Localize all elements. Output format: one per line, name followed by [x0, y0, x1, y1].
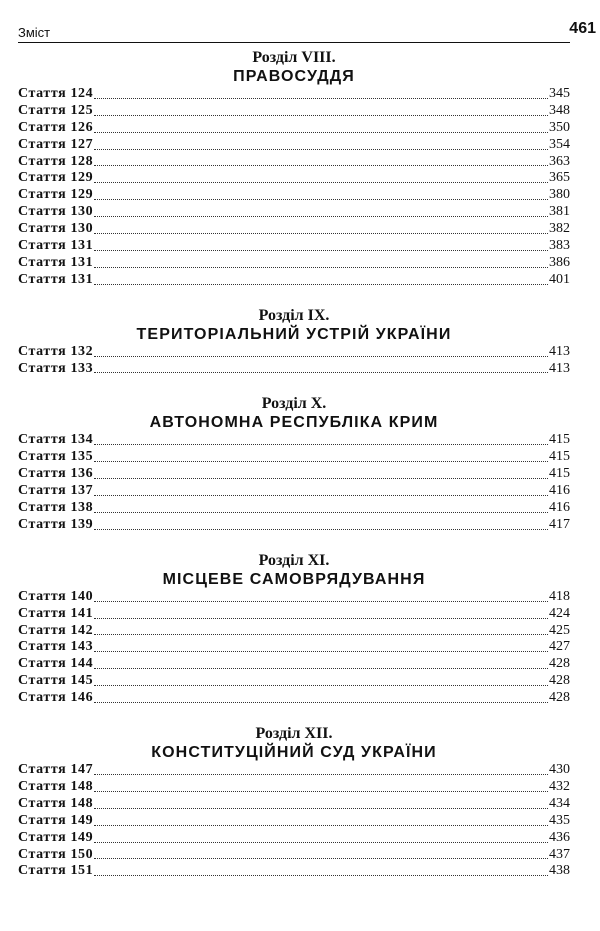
toc-entry-label: Стаття 139: [18, 516, 94, 532]
dot-leader: [94, 181, 548, 183]
toc-entry[interactable]: [18, 432, 570, 449]
toc-entry-label: Стаття 132: [18, 343, 94, 359]
dot-leader: [94, 198, 548, 200]
toc-entry[interactable]: [18, 86, 570, 103]
toc-entry-page: 432: [549, 778, 570, 794]
section-number: Розділ VIII.: [252, 49, 336, 66]
toc-entry-label: Стаття 129: [18, 187, 94, 203]
toc-entry-page: 365: [549, 170, 570, 186]
toc-entry[interactable]: [18, 673, 570, 690]
toc-entry-label: Стаття 151: [18, 863, 94, 879]
toc-entry-page: 350: [549, 119, 570, 135]
toc-entry-page: 428: [549, 673, 570, 689]
dot-leader: [94, 857, 548, 859]
toc-entry-label: Стаття 144: [18, 656, 94, 672]
toc-entry-label: Стаття 149: [18, 812, 94, 828]
toc-entry-label: Стаття 131: [18, 254, 94, 270]
toc-entry-list: [18, 86, 570, 289]
dot-leader: [94, 443, 548, 445]
toc-entry[interactable]: [18, 623, 570, 640]
section-heading: [18, 551, 570, 589]
toc-entry-page: 436: [549, 829, 570, 845]
dot-leader: [94, 215, 548, 217]
toc-entry[interactable]: [18, 813, 570, 830]
toc-entry-label: Стаття 126: [18, 119, 94, 135]
dot-leader: [94, 617, 548, 619]
section-title: МІСЦЕВЕ САМОВРЯДУВАННЯ: [162, 570, 426, 588]
dot-leader: [94, 790, 548, 792]
dot-leader: [94, 266, 548, 268]
toc-entry[interactable]: [18, 847, 570, 864]
section-title: ТЕРИТОРІАЛЬНИЙ УСТРІЙ УКРАЇНИ: [136, 325, 452, 343]
toc-entry-page: 401: [549, 271, 570, 287]
dot-leader: [94, 874, 548, 876]
toc-entry-list: [18, 344, 570, 378]
toc-entry[interactable]: [18, 762, 570, 779]
toc-entry-list: [18, 762, 570, 880]
toc-entry-page: 413: [549, 360, 570, 376]
toc-entry-label: Стаття 135: [18, 449, 94, 465]
running-head: [18, 20, 596, 43]
toc-entry-label: Стаття 136: [18, 466, 94, 482]
section-title: ПРАВОСУДДЯ: [233, 68, 355, 85]
toc-entry-label: Стаття 137: [18, 483, 94, 499]
toc-entry-page: 430: [549, 762, 570, 778]
dot-leader: [94, 371, 548, 373]
dot-leader: [94, 477, 548, 479]
toc-entry-page: 415: [549, 432, 570, 448]
toc-entry[interactable]: [18, 517, 570, 534]
toc-entry-page: 416: [549, 500, 570, 516]
toc-entry-label: Стаття 145: [18, 673, 94, 689]
toc-entry[interactable]: [18, 796, 570, 813]
toc-entry[interactable]: [18, 170, 570, 187]
toc-entry-label: Стаття 141: [18, 605, 94, 621]
toc-entry-page: 424: [549, 605, 570, 621]
toc-section: [18, 306, 570, 378]
running-head-label: Зміст: [18, 25, 51, 40]
toc-entry[interactable]: [18, 137, 570, 154]
toc-entry-list: [18, 432, 570, 533]
toc-entry-page: 417: [549, 516, 570, 532]
toc-entry-page: 386: [549, 254, 570, 270]
toc-entry-page: 383: [549, 238, 570, 254]
section-heading: [18, 394, 570, 432]
toc-entry[interactable]: [18, 500, 570, 517]
toc-entry-label: Стаття 131: [18, 271, 94, 287]
toc-entry-label: Стаття 147: [18, 762, 94, 778]
toc-entry[interactable]: [18, 779, 570, 796]
toc-entry-page: 413: [549, 343, 570, 359]
toc-entry-page: 416: [549, 483, 570, 499]
dot-leader: [94, 528, 548, 530]
toc-section: [18, 48, 570, 289]
dot-leader: [94, 114, 548, 116]
toc-entry[interactable]: [18, 466, 570, 483]
section-heading: [18, 306, 570, 344]
toc-entry[interactable]: [18, 103, 570, 120]
section-number: Розділ XI.: [258, 551, 330, 569]
toc-entry[interactable]: [18, 690, 570, 707]
toc-entry-page: 354: [549, 136, 570, 152]
toc-entry[interactable]: [18, 830, 570, 847]
toc-entry[interactable]: [18, 204, 570, 221]
dot-leader: [94, 684, 548, 686]
dot-leader: [94, 97, 548, 99]
dot-leader: [94, 841, 548, 843]
toc-entry-label: Стаття 131: [18, 238, 94, 254]
toc-entry-label: Стаття 138: [18, 500, 94, 516]
toc-entry-label: Стаття 128: [18, 153, 94, 169]
toc-entry-page: 380: [549, 187, 570, 203]
toc-entry-label: Стаття 129: [18, 170, 94, 186]
toc-entry-page: 382: [549, 221, 570, 237]
page-number: 461: [569, 20, 596, 37]
section-heading: [18, 48, 570, 86]
table-of-contents: [18, 48, 570, 897]
toc-entry[interactable]: [18, 238, 570, 255]
dot-leader: [94, 701, 548, 703]
toc-entry-label: Стаття 124: [18, 86, 94, 101]
toc-entry[interactable]: [18, 255, 570, 272]
dot-leader: [94, 667, 548, 669]
toc-entry-page: 348: [549, 102, 570, 118]
dot-leader: [94, 232, 548, 234]
toc-entry[interactable]: [18, 272, 570, 289]
toc-entry-label: Стаття 125: [18, 102, 94, 118]
toc-entry[interactable]: [18, 656, 570, 673]
dot-leader: [94, 494, 548, 496]
toc-entry-label: Стаття 133: [18, 360, 94, 376]
toc-entry-list: [18, 589, 570, 707]
toc-entry-page: 434: [549, 795, 570, 811]
toc-entry-page: 363: [549, 153, 570, 169]
toc-section: [18, 551, 570, 707]
toc-entry[interactable]: [18, 154, 570, 171]
dot-leader: [94, 773, 548, 775]
toc-entry-label: Стаття 130: [18, 221, 94, 237]
toc-entry-page: 415: [549, 449, 570, 465]
dot-leader: [94, 824, 548, 826]
toc-entry-label: Стаття 142: [18, 622, 94, 638]
section-heading: [18, 724, 570, 762]
toc-entry-page: 418: [549, 588, 570, 604]
toc-entry[interactable]: [18, 483, 570, 500]
toc-section: [18, 394, 570, 533]
toc-entry-page: 438: [549, 863, 570, 879]
toc-entry[interactable]: [18, 221, 570, 238]
toc-entry-page: 345: [549, 86, 570, 101]
section-number: Розділ XII.: [255, 725, 333, 743]
toc-entry-label: Стаття 148: [18, 795, 94, 811]
toc-entry[interactable]: [18, 449, 570, 466]
toc-entry-label: Стаття 146: [18, 690, 94, 706]
toc-entry-page: 437: [549, 846, 570, 862]
toc-entry[interactable]: [18, 361, 570, 378]
dot-leader: [94, 283, 548, 285]
dot-leader: [94, 249, 548, 251]
toc-entry-label: Стаття 143: [18, 639, 94, 655]
toc-entry-page: 425: [549, 622, 570, 638]
dot-leader: [94, 650, 548, 652]
toc-entry[interactable]: [18, 863, 570, 880]
dot-leader: [94, 511, 548, 513]
toc-entry-page: 428: [549, 690, 570, 706]
toc-entry[interactable]: [18, 639, 570, 656]
toc-entry[interactable]: [18, 187, 570, 204]
toc-entry-label: Стаття 149: [18, 829, 94, 845]
dot-leader: [94, 633, 548, 635]
section-title: КОНСТИТУЦІЙНИЙ СУД УКРАЇНИ: [151, 744, 437, 762]
toc-entry-page: 415: [549, 466, 570, 482]
toc-entry-label: Стаття 127: [18, 136, 94, 152]
toc-entry-page: 427: [549, 639, 570, 655]
toc-entry[interactable]: [18, 589, 570, 606]
toc-entry-label: Стаття 150: [18, 846, 94, 862]
toc-entry-page: 381: [549, 204, 570, 220]
dot-leader: [94, 600, 548, 602]
toc-entry-label: Стаття 140: [18, 588, 94, 604]
toc-entry-page: 435: [549, 812, 570, 828]
toc-section: [18, 724, 570, 880]
section-title: АВТОНОМНА РЕСПУБЛІКА КРИМ: [149, 414, 439, 432]
section-number: Розділ IX.: [258, 306, 330, 324]
section-number: Розділ X.: [261, 395, 327, 413]
dot-leader: [94, 148, 548, 150]
dot-leader: [94, 164, 548, 166]
toc-entry-label: Стаття 130: [18, 204, 94, 220]
toc-entry[interactable]: [18, 606, 570, 623]
dot-leader: [94, 460, 548, 462]
dot-leader: [94, 355, 548, 357]
toc-entry-label: Стаття 134: [18, 432, 94, 448]
toc-entry[interactable]: [18, 344, 570, 361]
toc-entry[interactable]: [18, 120, 570, 137]
toc-entry-label: Стаття 148: [18, 778, 94, 794]
dot-leader: [94, 131, 548, 133]
dot-leader: [94, 807, 548, 809]
toc-entry-page: 428: [549, 656, 570, 672]
